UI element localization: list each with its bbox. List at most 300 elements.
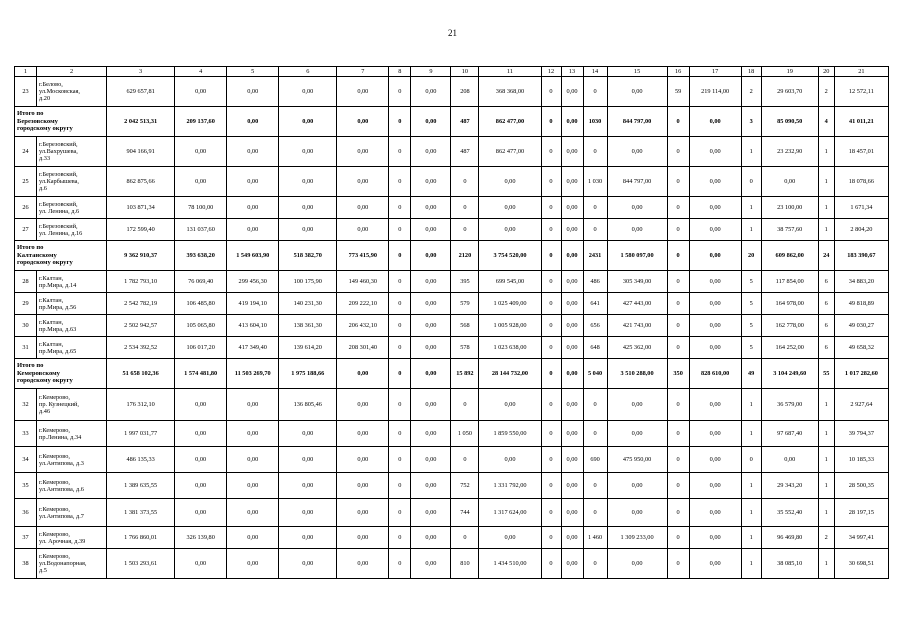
value-cell: 1 782 793,10	[107, 271, 175, 293]
value-cell: 18 078,66	[834, 167, 888, 197]
value-cell: 23 232,90	[761, 137, 818, 167]
value-cell: 0,00	[561, 77, 583, 107]
value-cell: 1	[818, 421, 834, 447]
value-cell: 1	[741, 219, 761, 241]
value-cell: 0	[389, 293, 411, 315]
value-cell: 0,00	[175, 389, 227, 421]
table-row	[15, 77, 889, 107]
value-cell: 0	[741, 167, 761, 197]
column-number-cell: 17	[689, 67, 741, 77]
value-cell: 49 658,32	[834, 337, 888, 359]
value-cell: 0	[541, 197, 561, 219]
value-cell: 15 892	[451, 359, 479, 389]
value-cell: 23 100,00	[761, 197, 818, 219]
subtotal-label: Итого по Калтанскому городскому округу	[15, 241, 107, 271]
address-cell: г.Калтан, пр.Мира, д.14	[37, 271, 107, 293]
value-cell: 28 500,35	[834, 473, 888, 499]
value-cell: 38 757,60	[761, 219, 818, 241]
value-cell: 1 997 031,77	[107, 421, 175, 447]
value-cell: 0	[667, 107, 689, 137]
value-cell: 0,00	[227, 527, 279, 549]
subtotal-label: Итого по Кемеровскому городскому округу	[15, 359, 107, 389]
value-cell: 34 883,20	[834, 271, 888, 293]
value-cell: 0,00	[227, 197, 279, 219]
value-cell: 35 552,40	[761, 499, 818, 527]
value-cell: 0,00	[561, 421, 583, 447]
value-cell: 140 231,30	[279, 293, 337, 315]
row-number-cell: 36	[15, 499, 37, 527]
value-cell: 0	[583, 137, 607, 167]
value-cell: 0,00	[561, 315, 583, 337]
value-cell: 208	[451, 77, 479, 107]
value-cell: 0	[541, 549, 561, 579]
value-cell: 0	[541, 389, 561, 421]
subtotal-label: Итого по Березовскому городскому округу	[15, 107, 107, 137]
value-cell: 9 362 910,37	[107, 241, 175, 271]
value-cell: 1	[741, 499, 761, 527]
value-cell: 2 804,20	[834, 219, 888, 241]
column-number-cell: 3	[107, 67, 175, 77]
table-row	[15, 499, 889, 527]
value-cell: 0,00	[411, 421, 451, 447]
column-number-row	[15, 67, 889, 77]
subtotal-row	[15, 359, 889, 389]
column-number-cell: 16	[667, 67, 689, 77]
table-row	[15, 549, 889, 579]
value-cell: 0,00	[411, 167, 451, 197]
value-cell: 1 025 409,00	[479, 293, 541, 315]
value-cell: 0	[667, 137, 689, 167]
value-cell: 0	[451, 389, 479, 421]
value-cell: 0,00	[227, 77, 279, 107]
value-cell: 172 599,40	[107, 219, 175, 241]
value-cell: 0	[451, 527, 479, 549]
value-cell: 5	[741, 337, 761, 359]
value-cell: 0,00	[279, 549, 337, 579]
value-cell: 0,00	[227, 473, 279, 499]
value-cell: 28 144 732,00	[479, 359, 541, 389]
table-row	[15, 167, 889, 197]
value-cell: 2 542 782,19	[107, 293, 175, 315]
address-cell: г.Белово, ул.Московская, д.20	[37, 77, 107, 107]
value-cell: 0,00	[337, 527, 389, 549]
value-cell: 149 460,30	[337, 271, 389, 293]
value-cell: 0	[389, 447, 411, 473]
value-cell: 0,00	[411, 293, 451, 315]
value-cell: 176 312,10	[107, 389, 175, 421]
value-cell: 0	[389, 107, 411, 137]
value-cell: 20	[741, 241, 761, 271]
value-cell: 1030	[583, 107, 607, 137]
value-cell: 0,00	[279, 167, 337, 197]
value-cell: 393 638,20	[175, 241, 227, 271]
value-cell: 1 023 638,00	[479, 337, 541, 359]
value-cell: 0,00	[411, 271, 451, 293]
value-cell: 0,00	[227, 499, 279, 527]
value-cell: 0	[389, 197, 411, 219]
value-cell: 2 927,64	[834, 389, 888, 421]
table-row	[15, 389, 889, 421]
value-cell: 862 875,66	[107, 167, 175, 197]
value-cell: 0,00	[279, 107, 337, 137]
value-cell: 368 368,00	[479, 77, 541, 107]
value-cell: 0	[389, 167, 411, 197]
value-cell: 0,00	[561, 359, 583, 389]
value-cell: 487	[451, 137, 479, 167]
value-cell: 629 657,81	[107, 77, 175, 107]
value-cell: 0	[389, 219, 411, 241]
value-cell: 0,00	[175, 549, 227, 579]
value-cell: 0,00	[279, 447, 337, 473]
value-cell: 0,00	[411, 473, 451, 499]
value-cell: 828 610,00	[689, 359, 741, 389]
value-cell: 0,00	[411, 549, 451, 579]
value-cell: 3 510 288,00	[607, 359, 667, 389]
value-cell: 0	[541, 499, 561, 527]
value-cell: 0,00	[411, 337, 451, 359]
value-cell: 0	[667, 315, 689, 337]
value-cell: 0,00	[337, 473, 389, 499]
value-cell: 0,00	[279, 527, 337, 549]
value-cell: 0,00	[561, 197, 583, 219]
column-number-cell: 13	[561, 67, 583, 77]
value-cell: 6	[818, 293, 834, 315]
row-number-cell: 25	[15, 167, 37, 197]
value-cell: 1 389 635,55	[107, 473, 175, 499]
value-cell: 29 343,20	[761, 473, 818, 499]
address-cell: г.Калтан, пр.Мира, д.65	[37, 337, 107, 359]
value-cell: 0	[667, 549, 689, 579]
value-cell: 1	[818, 473, 834, 499]
value-cell: 0	[389, 337, 411, 359]
column-number-cell: 4	[175, 67, 227, 77]
value-cell: 0,00	[175, 167, 227, 197]
value-cell: 0,00	[479, 219, 541, 241]
column-number-cell: 7	[337, 67, 389, 77]
value-cell: 0	[541, 137, 561, 167]
value-cell: 0,00	[337, 137, 389, 167]
value-cell: 1	[741, 137, 761, 167]
value-cell: 139 614,20	[279, 337, 337, 359]
value-cell: 0,00	[279, 137, 337, 167]
value-cell: 0,00	[479, 389, 541, 421]
value-cell: 326 139,80	[175, 527, 227, 549]
table-row	[15, 293, 889, 315]
value-cell: 0,00	[279, 473, 337, 499]
value-cell: 5	[741, 293, 761, 315]
value-cell: 0,00	[689, 219, 741, 241]
value-cell: 0	[667, 293, 689, 315]
value-cell: 0,00	[337, 389, 389, 421]
value-cell: 39 794,37	[834, 421, 888, 447]
value-cell: 427 443,00	[607, 293, 667, 315]
column-number-cell: 14	[583, 67, 607, 77]
value-cell: 96 469,80	[761, 527, 818, 549]
value-cell: 1 005 928,00	[479, 315, 541, 337]
value-cell: 0,00	[479, 447, 541, 473]
value-cell: 699 545,00	[479, 271, 541, 293]
value-cell: 0,00	[411, 359, 451, 389]
value-cell: 0,00	[689, 107, 741, 137]
value-cell: 305 349,00	[607, 271, 667, 293]
value-cell: 0,00	[337, 447, 389, 473]
value-cell: 0,00	[479, 167, 541, 197]
value-cell: 36 579,00	[761, 389, 818, 421]
value-cell: 0,00	[689, 167, 741, 197]
value-cell: 0,00	[561, 107, 583, 137]
value-cell: 578	[451, 337, 479, 359]
value-cell: 1	[818, 137, 834, 167]
value-cell: 0,00	[337, 359, 389, 389]
value-cell: 1	[741, 421, 761, 447]
value-cell: 1 766 860,01	[107, 527, 175, 549]
value-cell: 579	[451, 293, 479, 315]
value-cell: 421 743,00	[607, 315, 667, 337]
value-cell: 106 017,20	[175, 337, 227, 359]
value-cell: 105 065,80	[175, 315, 227, 337]
value-cell: 208 301,40	[337, 337, 389, 359]
value-cell: 0,00	[561, 447, 583, 473]
column-number-cell: 6	[279, 67, 337, 77]
value-cell: 0,00	[175, 421, 227, 447]
value-cell: 419 194,10	[227, 293, 279, 315]
subtotal-row	[15, 107, 889, 137]
value-cell: 0	[389, 527, 411, 549]
value-cell: 219 114,00	[689, 77, 741, 107]
value-cell: 0	[667, 499, 689, 527]
value-cell: 0,00	[561, 241, 583, 271]
value-cell: 49	[741, 359, 761, 389]
value-cell: 0	[389, 241, 411, 271]
value-cell: 6	[818, 337, 834, 359]
value-cell: 0,00	[175, 447, 227, 473]
value-cell: 0,00	[279, 421, 337, 447]
value-cell: 1 975 188,66	[279, 359, 337, 389]
address-cell: г.Кемерово, ул.Антипова, д.6	[37, 473, 107, 499]
value-cell: 1	[818, 167, 834, 197]
table-row	[15, 137, 889, 167]
value-cell: 0,00	[607, 389, 667, 421]
value-cell: 656	[583, 315, 607, 337]
column-number-cell: 5	[227, 67, 279, 77]
table-row	[15, 271, 889, 293]
value-cell: 2	[741, 77, 761, 107]
value-cell: 85 090,50	[761, 107, 818, 137]
value-cell: 486 135,33	[107, 447, 175, 473]
value-cell: 97 687,40	[761, 421, 818, 447]
value-cell: 0,00	[689, 527, 741, 549]
value-cell: 810	[451, 549, 479, 579]
value-cell: 1 671,34	[834, 197, 888, 219]
value-cell: 0	[667, 241, 689, 271]
value-cell: 0,00	[607, 137, 667, 167]
value-cell: 3 104 249,60	[761, 359, 818, 389]
value-cell: 2431	[583, 241, 607, 271]
table-row	[15, 473, 889, 499]
value-cell: 1	[818, 549, 834, 579]
row-number-cell: 34	[15, 447, 37, 473]
column-number-cell: 9	[411, 67, 451, 77]
value-cell: 862 477,00	[479, 137, 541, 167]
value-cell: 0,00	[337, 77, 389, 107]
value-cell: 0,00	[607, 77, 667, 107]
value-cell: 0,00	[689, 447, 741, 473]
value-cell: 0,00	[175, 499, 227, 527]
value-cell: 0,00	[561, 137, 583, 167]
value-cell: 55	[818, 359, 834, 389]
row-number-cell: 33	[15, 421, 37, 447]
value-cell: 752	[451, 473, 479, 499]
value-cell: 103 871,34	[107, 197, 175, 219]
value-cell: 844 797,00	[607, 167, 667, 197]
column-number-cell: 19	[761, 67, 818, 77]
value-cell: 0,00	[227, 421, 279, 447]
value-cell: 0,00	[411, 499, 451, 527]
value-cell: 0,00	[337, 219, 389, 241]
value-cell: 1	[818, 499, 834, 527]
value-cell: 0	[541, 473, 561, 499]
value-cell: 3 754 520,00	[479, 241, 541, 271]
value-cell: 49 030,27	[834, 315, 888, 337]
value-cell: 10 185,33	[834, 447, 888, 473]
value-cell: 648	[583, 337, 607, 359]
value-cell: 0,00	[411, 447, 451, 473]
address-cell: г.Калтан, пр.Мира, д.56	[37, 293, 107, 315]
value-cell: 0,00	[411, 107, 451, 137]
value-cell: 0,00	[607, 549, 667, 579]
value-cell: 0,00	[607, 219, 667, 241]
value-cell: 0,00	[689, 389, 741, 421]
value-cell: 487	[451, 107, 479, 137]
column-number-cell: 1	[15, 67, 37, 77]
value-cell: 0	[541, 527, 561, 549]
value-cell: 0,00	[337, 197, 389, 219]
value-cell: 4	[818, 107, 834, 137]
value-cell: 0,00	[689, 137, 741, 167]
value-cell: 209 137,60	[175, 107, 227, 137]
value-cell: 76 069,40	[175, 271, 227, 293]
value-cell: 1 434 510,00	[479, 549, 541, 579]
value-cell: 568	[451, 315, 479, 337]
value-cell: 0,00	[227, 447, 279, 473]
value-cell: 0,00	[227, 167, 279, 197]
value-cell: 0,00	[561, 389, 583, 421]
value-cell: 0,00	[561, 271, 583, 293]
value-cell: 0	[541, 359, 561, 389]
value-cell: 1 331 792,00	[479, 473, 541, 499]
value-cell: 28 197,15	[834, 499, 888, 527]
value-cell: 0	[389, 549, 411, 579]
value-cell: 34 997,41	[834, 527, 888, 549]
value-cell: 2 534 392,52	[107, 337, 175, 359]
value-cell: 862 477,00	[479, 107, 541, 137]
value-cell: 0	[541, 271, 561, 293]
value-cell: 0,00	[607, 473, 667, 499]
row-number-cell: 35	[15, 473, 37, 499]
value-cell: 183 390,67	[834, 241, 888, 271]
value-cell: 49 818,89	[834, 293, 888, 315]
value-cell: 0	[667, 271, 689, 293]
value-cell: 1	[818, 197, 834, 219]
value-cell: 641	[583, 293, 607, 315]
value-cell: 690	[583, 447, 607, 473]
value-cell: 0	[667, 421, 689, 447]
value-cell: 0	[667, 167, 689, 197]
value-cell: 0,00	[607, 499, 667, 527]
value-cell: 518 382,70	[279, 241, 337, 271]
value-cell: 0,00	[561, 549, 583, 579]
value-cell: 0	[667, 473, 689, 499]
page-number: 21	[448, 28, 457, 38]
value-cell: 0,00	[411, 527, 451, 549]
value-cell: 0,00	[561, 527, 583, 549]
value-cell: 0,00	[175, 77, 227, 107]
value-cell: 59	[667, 77, 689, 107]
value-cell: 0,00	[689, 499, 741, 527]
value-cell: 164 978,00	[761, 293, 818, 315]
value-cell: 0,00	[337, 499, 389, 527]
value-cell: 0,00	[411, 77, 451, 107]
value-cell: 1 859 550,00	[479, 421, 541, 447]
value-cell: 0	[541, 219, 561, 241]
value-cell: 0,00	[689, 549, 741, 579]
address-cell: г.Кемерово, пр. Кузнецкий, д.46	[37, 389, 107, 421]
value-cell: 0	[541, 337, 561, 359]
value-cell: 0	[541, 241, 561, 271]
value-cell: 0,00	[175, 473, 227, 499]
row-number-cell: 28	[15, 271, 37, 293]
value-cell: 425 362,00	[607, 337, 667, 359]
value-cell: 29 603,70	[761, 77, 818, 107]
value-cell: 1 460	[583, 527, 607, 549]
value-cell: 0	[541, 107, 561, 137]
value-cell: 0	[583, 549, 607, 579]
value-cell: 12 572,11	[834, 77, 888, 107]
value-cell: 2 042 513,31	[107, 107, 175, 137]
value-cell: 1 030	[583, 167, 607, 197]
value-cell: 6	[818, 315, 834, 337]
value-cell: 131 037,60	[175, 219, 227, 241]
table-row	[15, 421, 889, 447]
value-cell: 0,00	[689, 197, 741, 219]
value-cell: 0,00	[561, 473, 583, 499]
value-cell: 2	[818, 527, 834, 549]
value-cell: 0,00	[411, 389, 451, 421]
value-cell: 0,00	[761, 447, 818, 473]
column-number-cell: 8	[389, 67, 411, 77]
address-cell: г.Кемерово, ул.Водонапорная, д.5	[37, 549, 107, 579]
value-cell: 0	[667, 219, 689, 241]
address-cell: г.Березовский, ул. Ленина, д.6	[37, 197, 107, 219]
value-cell: 0,00	[479, 197, 541, 219]
table-row	[15, 315, 889, 337]
value-cell: 0	[583, 421, 607, 447]
address-cell: г.Березовский, ул. Ленина, д.16	[37, 219, 107, 241]
value-cell: 0	[389, 499, 411, 527]
value-cell: 0	[389, 137, 411, 167]
value-cell: 1 580 097,00	[607, 241, 667, 271]
value-cell: 0,00	[561, 499, 583, 527]
value-cell: 0	[389, 389, 411, 421]
row-number-cell: 32	[15, 389, 37, 421]
value-cell: 0	[667, 389, 689, 421]
value-cell: 475 950,00	[607, 447, 667, 473]
table-row	[15, 527, 889, 549]
column-number-cell: 18	[741, 67, 761, 77]
value-cell: 0	[389, 271, 411, 293]
value-cell: 1	[741, 527, 761, 549]
value-cell: 1 017 282,60	[834, 359, 888, 389]
